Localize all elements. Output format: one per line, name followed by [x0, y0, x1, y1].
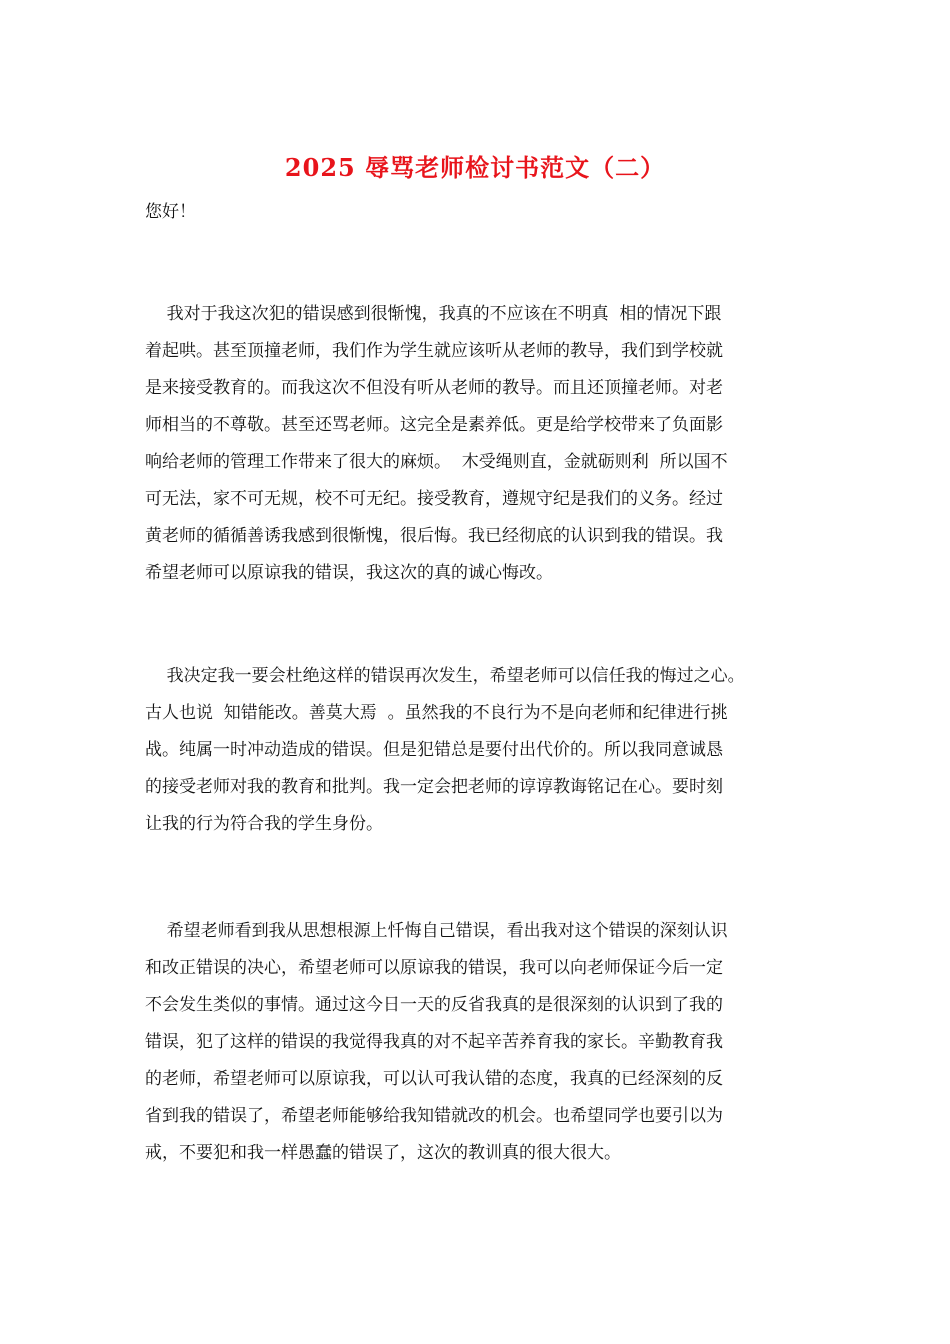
paragraph-line: 和改正错误的决心，希望老师可以原谅我的错误，我可以向老师保证今后一定 [145, 958, 723, 978]
paragraph-line: 不会发生类似的事情。通过这今日一天的反省我真的是很深刻的认识到了我的 [145, 995, 723, 1015]
paragraph-line: 是来接受教育的。而我这次不但没有听从老师的教导。而且还顶撞老师。对老 [145, 378, 723, 398]
paragraph-line: 让我的行为符合我的学生身份。 [145, 814, 383, 834]
paragraph-line: 战。纯属一时冲动造成的错误。但是犯错总是要付出代价的。所以我同意诚恳 [145, 740, 723, 760]
paragraph-line: 希望老师可以原谅我的错误，我这次的真的诚心悔改。 [145, 563, 553, 583]
paragraph-line: 的老师，希望老师可以原谅我，可以认可我认错的态度，我真的已经深刻的反 [145, 1069, 723, 1089]
greeting: 您好！ [145, 202, 196, 222]
paragraph-line: 响给老师的管理工作带来了很大的麻烦。 木受绳则直，金就砺则利 所以国不 [145, 452, 728, 472]
paragraph-1 [145, 296, 825, 592]
paragraph-3 [145, 913, 825, 1172]
paragraph-line: 希望老师看到我从思想根源上忏悔自己错误，看出我对这个错误的深刻认识 [145, 921, 728, 941]
paragraph-line: 古人也说 知错能改。善莫大焉 。虽然我的不良行为不是向老师和纪律进行挑 [145, 703, 728, 723]
paragraph-2 [145, 658, 825, 843]
paragraph-line: 黄老师的循循善诱我感到很惭愧，很后悔。我已经彻底的认识到我的错误。我 [145, 526, 723, 546]
document-title: 2025 辱骂老师检讨书范文（二） [284, 153, 666, 182]
paragraph-line: 戒，不要犯和我一样愚蠢的错误了，这次的教训真的很大很大。 [145, 1143, 621, 1163]
paragraph-line: 师相当的不尊敬。甚至还骂老师。这完全是素养低。更是给学校带来了负面影 [145, 415, 723, 435]
paragraph-line: 我对于我这次犯的错误感到很惭愧，我真的不应该在不明真 相的情况下跟 [145, 304, 722, 324]
paragraph-line: 着起哄。甚至顶撞老师，我们作为学生就应该听从老师的教导，我们到学校就 [145, 341, 723, 361]
paragraph-line: 我决定我一要会杜绝这样的错误再次发生，希望老师可以信任我的悔过之心。 [145, 666, 745, 686]
paragraph-line: 错误，犯了这样的错误的我觉得我真的对不起辛苦养育我的家长。辛勤教育我 [145, 1032, 723, 1052]
paragraph-line: 可无法，家不可无规，校不可无纪。接受教育，遵规守纪是我们的义务。经过 [145, 489, 723, 509]
paragraph-line: 省到我的错误了，希望老师能够给我知错就改的机会。也希望同学也要引以为 [145, 1106, 723, 1126]
paragraph-line: 的接受老师对我的教育和批判。我一定会把老师的谆谆教诲铭记在心。要时刻 [145, 777, 723, 797]
